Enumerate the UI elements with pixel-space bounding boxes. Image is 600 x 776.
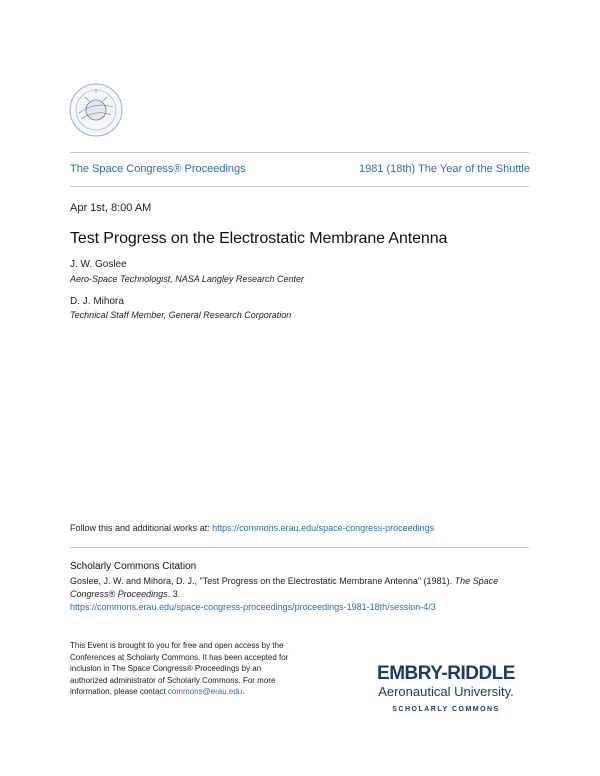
notice-text: This Event is brought to you for free and open access by the Conferences at Scholarly Commons. It has been accepted for inclusion in The Space Congress® Proceedings by an authorized administrator of Scholarly Commons. For more information, please contact	[70, 641, 289, 696]
author-name-1: J. W. Goslee	[70, 259, 127, 270]
header-links	[70, 163, 530, 175]
citation-number: . 3.	[167, 589, 181, 599]
citation-heading: Scholarly Commons Citation	[70, 561, 197, 572]
citation-text	[70, 575, 540, 614]
notice-end: .	[242, 687, 245, 696]
access-notice	[70, 640, 300, 698]
citation-link[interactable]: https://commons.erau.edu/space-congress-proceedings/proceedings-1981-18th/session-4/3	[70, 602, 436, 612]
citation-rule	[70, 547, 529, 548]
erau-scholarly-commons-logo	[356, 664, 536, 713]
proceedings-link[interactable]: The Space Congress® Proceedings	[70, 163, 246, 175]
logo-sub2-text: SCHOLARLY COMMONS	[392, 706, 500, 713]
follow-link[interactable]: https://commons.erau.edu/space-congress-proceedings	[212, 523, 435, 533]
contact-email-link[interactable]: commons@erau.edu	[167, 687, 243, 696]
author-affiliation-2: Technical Staff Member, General Research Corporation	[70, 310, 292, 320]
logo-main-text: EMBRY-RIDDLE	[377, 663, 515, 684]
citation-body: Goslee, J. W. and Mihora, D. J., "Test Progress on the Electrostatic Membrane Antenna" (1981).	[70, 576, 455, 586]
event-title: Test Progress on the Electrostatic Membrane Antenna	[70, 230, 448, 247]
event-date: Apr 1st, 8:00 AM	[70, 202, 152, 214]
logo-sub-text: Aeronautical University.	[378, 684, 514, 699]
header-top-rule	[70, 152, 529, 153]
author-name-2: D. J. Mihora	[70, 296, 124, 307]
header-bottom-rule	[70, 186, 529, 187]
citation-series: The Space Congress® Proceedings	[70, 576, 499, 599]
follow-line	[70, 523, 434, 533]
follow-text: Follow this and additional works at:	[70, 523, 213, 533]
author-affiliation-1: Aero-Space Technologist, NASA Langley Research Center	[70, 274, 304, 284]
year-link[interactable]: 1981 (18th) The Year of the Shuttle	[358, 163, 530, 175]
space-congress-seal-icon	[69, 83, 123, 137]
